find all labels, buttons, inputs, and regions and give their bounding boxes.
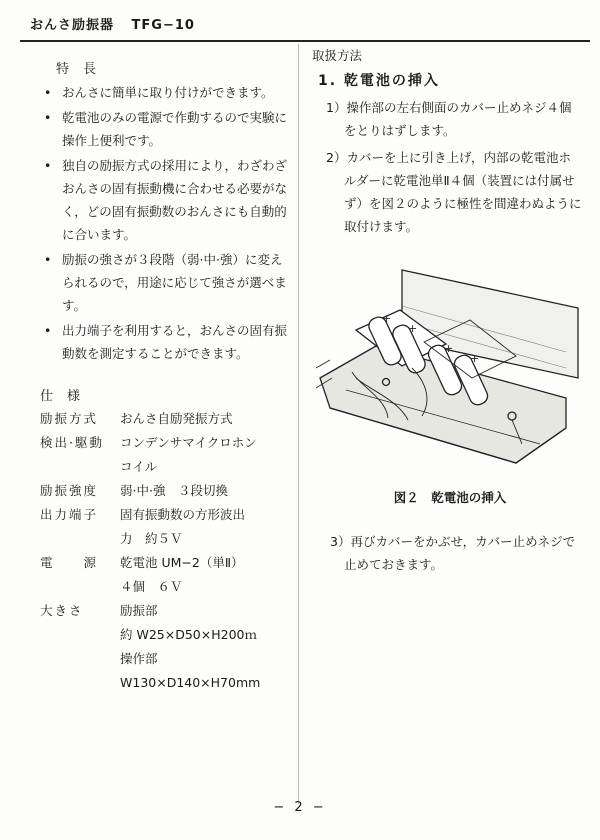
spec-value: 約 W25×D50×H200ｍ [120, 627, 257, 642]
spec-value: W130×D140×H70mm [120, 675, 261, 690]
spec-value: 励振部 [120, 603, 158, 618]
spec-value: 乾電池 UM−2（単Ⅱ） [120, 555, 244, 570]
svg-text:+: + [444, 342, 454, 355]
spec-label: 検出·駆動 [40, 435, 104, 450]
feature-item: • 励振の強さが３段階（弱·中·強）に変えられるので，用途に応じて強さが選べます。 [40, 248, 290, 317]
figure-caption: 図２ 乾電池の挿入 [393, 490, 507, 505]
step-item: 2）カバーを上に引き上げ，内部の乾電池ホルダーに乾電池単Ⅱ４個（装置には付属せず）を図２のように極性を間違わぬように取付けます。 [326, 150, 582, 234]
right-column [312, 46, 582, 242]
page-number: − 2 − [273, 800, 327, 815]
features-title: 特長 [56, 62, 111, 77]
spec-label: 電 源 [40, 555, 99, 570]
features-list [40, 81, 290, 365]
spec-row [40, 504, 290, 552]
spec-row [40, 600, 290, 696]
step-item: 3）再びカバーをかぶせ，カバー止めネジで止めておきます。 [330, 534, 576, 572]
header-title: おんさ励振器 [30, 18, 115, 33]
spec-label: 励振強度 [40, 483, 99, 498]
spec-row [40, 432, 290, 480]
svg-text:+: + [470, 352, 480, 365]
spec-row [40, 480, 290, 504]
spec-value: コンデンサマイクロホン [120, 435, 257, 450]
header-model: TFG−10 [131, 18, 195, 33]
spec-value: おんさ自励発振方式 [120, 411, 233, 426]
spec-value: 操作部 [120, 651, 158, 666]
spec-label: 出力端子 [40, 507, 99, 522]
battery-heading: 1. 乾電池の挿入 [318, 73, 440, 89]
spec-row [40, 408, 290, 432]
page-header [30, 14, 195, 33]
spec-label: 励振方式 [40, 411, 99, 426]
feature-item: • 出力端子を利用すると，おんさの固有振動数を測定することができます。 [40, 319, 290, 365]
feature-item: • 独自の励振方式の採用により，わざわざおんさの固有振動機に合わせる必要がなく，どの固有振動数のおんさにも自動的に合います。 [40, 154, 290, 246]
spec-value: コイル [120, 459, 158, 474]
specs-table [40, 408, 290, 696]
svg-text:+: + [382, 312, 392, 325]
spec-value: 力 約５Ｖ [120, 531, 183, 546]
battery-holder-figure [316, 248, 586, 478]
header-rule [20, 40, 590, 42]
step-item: 1）操作部の左右側面のカバー止めネジ４個をとりはずします。 [326, 100, 572, 138]
spec-label: 大きさ [40, 603, 84, 618]
left-column [40, 58, 290, 696]
svg-text:+: + [408, 322, 418, 335]
spec-value: 弱·中·強 ３段切換 [120, 483, 228, 498]
feature-item: • 乾電池のみの電源で作動するので実験に操作上便利です。 [40, 106, 290, 152]
spec-value: 固有振動数の方形波出 [120, 507, 246, 522]
specs-title: 仕様 [40, 389, 95, 404]
feature-item: • おんさに簡単に取り付けができます。 [40, 81, 290, 104]
handling-title: 取扱方法 [312, 48, 363, 63]
spec-value: ４個 ６Ｖ [120, 579, 183, 594]
column-divider [298, 44, 299, 804]
step-list [312, 96, 582, 238]
spec-row [40, 552, 290, 600]
